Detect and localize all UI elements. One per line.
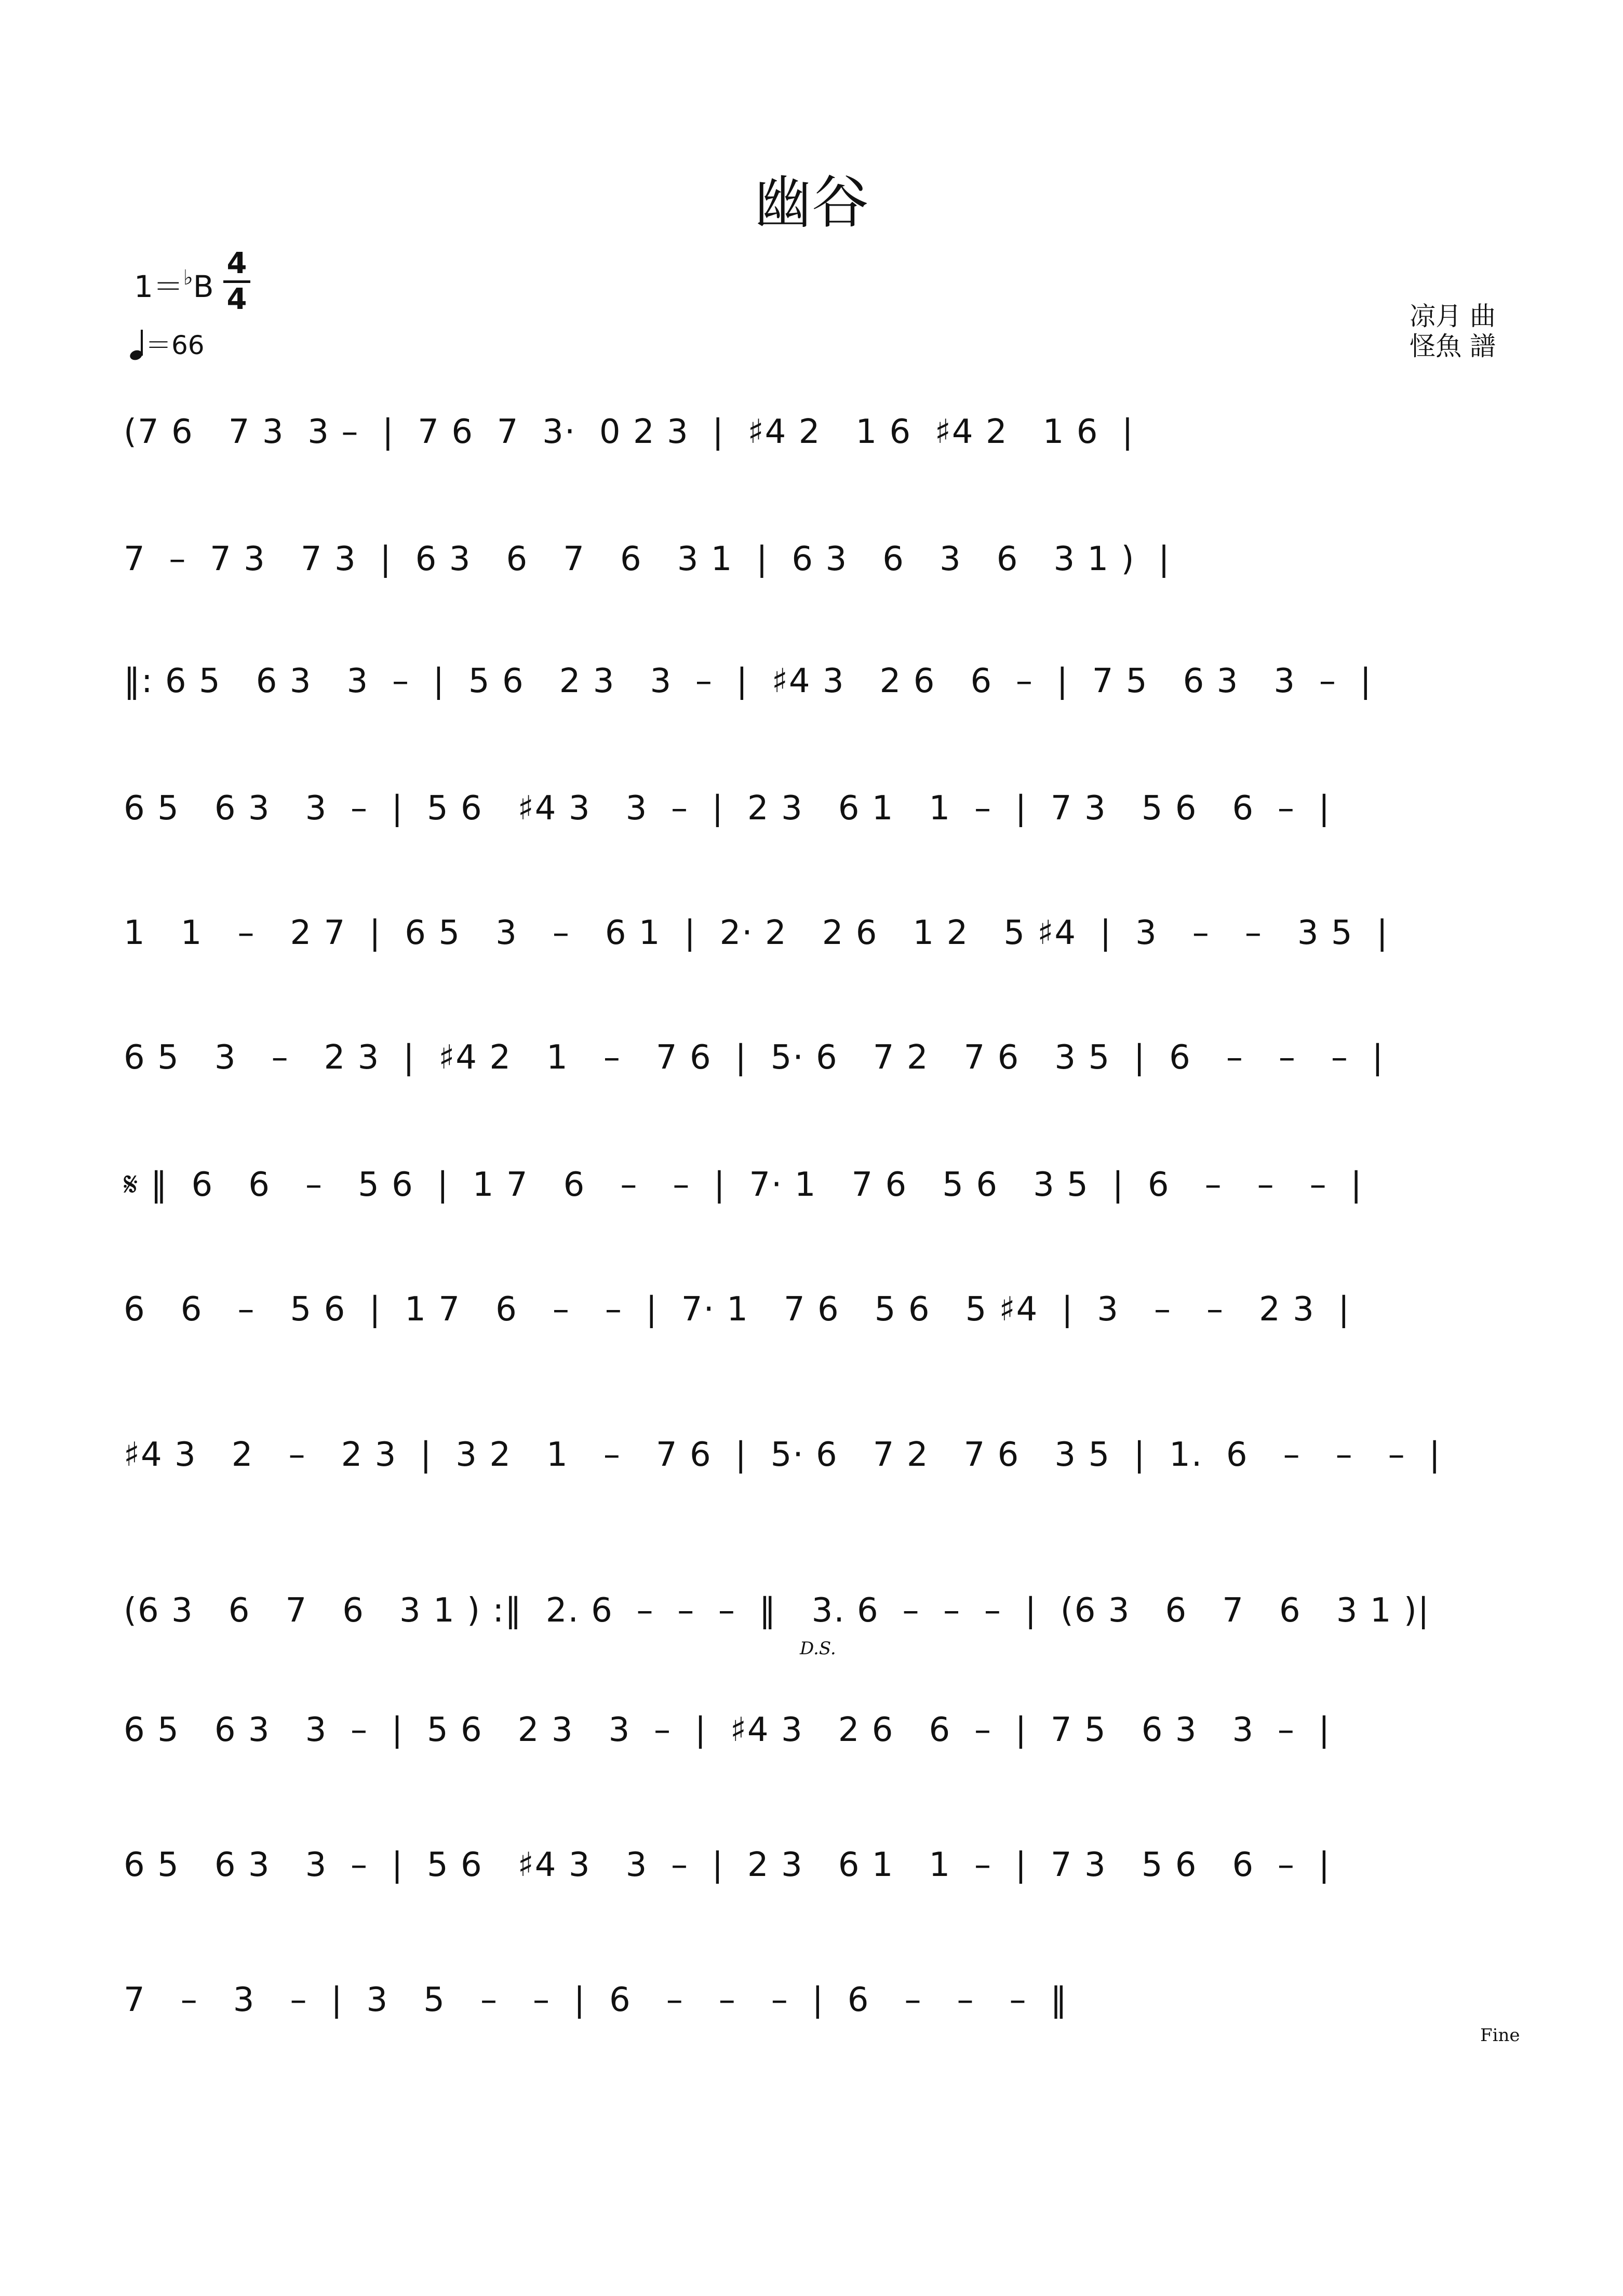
score-system-11 [124,1698,1505,1776]
tempo-mark [130,330,205,363]
notation-line: 6 5 6 3 3 – | 5 6 ♯4 3 3 – | 2 3 6 1 1 – | 7 3 5 6 6 – | [124,1846,1331,1884]
score-system-4 [124,776,1505,854]
dal-segno-mark: D.S. [800,1638,836,1659]
composer-credit: 凉月 曲 [1410,301,1496,331]
notation-line: (7 6 7 3 3 – | 7 6 7 3· 0 2 3 | ♯4 2 1 6 ♯4 2 1 6 | [124,413,1134,451]
score-system-3 [124,649,1505,727]
score-system-2 [124,527,1505,605]
notation-line: 6 5 3 – 2 3 | ♯4 2 1 – 7 6 | 5· 6 7 2 7 6 3 5 | 6 – – – | [124,1038,1385,1077]
key-prefix: 1＝ [134,269,183,304]
flat-sign: ♭ [183,266,193,290]
notation-line: 𝄋 ‖ 6 6 – 5 6 | 1 7 6 – – | 7· 1 7 6 5 6 3 5 | 6 – – – | [124,1166,1363,1204]
notation-line: 1 1 – 2 7 | 6 5 3 – 6 1 | 2· 2 2 6 1 2 5 ♯4 | 3 – – 3 5 | [124,914,1389,952]
notation-line: 6 5 6 3 3 – | 5 6 ♯4 3 3 – | 2 3 6 1 1 – | 7 3 5 6 6 – | [124,789,1331,828]
notation-line: (6 3 6 7 6 3 1 ) :‖ 2. 6 – – – ‖ 3. 6 – – – | (6 3 6 7 6 3 1 )| [124,1591,1430,1630]
score-system-9 [124,1423,1505,1501]
fine-mark: Fine [1480,2025,1520,2046]
key-note: B [193,269,214,304]
score-system-5 [124,901,1505,979]
key-signature [134,260,214,305]
tempo-value: ＝66 [145,330,205,360]
meter-bottom: 4 [226,282,247,316]
page-title: 幽谷 [754,169,869,236]
quarter-note-icon [130,332,145,363]
arranger-credit: 怪魚 譜 [1410,331,1496,361]
notation-line: ♯4 3 2 – 2 3 | 3 2 1 – 7 6 | 5· 6 7 2 7 6 3 5 | 1. 6 – – – | [124,1436,1441,1474]
score-system-8 [124,1277,1505,1355]
notation-line: 6 5 6 3 3 – | 5 6 2 3 3 – | ♯4 3 2 6 6 – | 7 5 6 3 3 – | [124,1711,1331,1749]
notation-line: ‖: 6 5 6 3 3 – | 5 6 2 3 3 – | ♯4 3 2 6 6 – | 7 5 6 3 3 – | [124,662,1373,700]
score-system-13 [124,1968,1505,2046]
notation-line: 6 6 – 5 6 | 1 7 6 – – | 7· 1 7 6 5 6 5 ♯4 | 3 – – 2 3 | [124,1290,1351,1329]
score-system-12 [124,1833,1505,1911]
credits [1410,301,1496,361]
time-signature [223,248,250,315]
score-system-7 [124,1153,1505,1231]
notation-line: 7 – 7 3 7 3 | 6 3 6 7 6 3 1 | 6 3 6 3 6 3 1 ) | [124,540,1171,578]
score-system-1 [124,400,1505,478]
notation-line: 7 – 3 – | 3 5 – – | 6 – – – | 6 – – – ‖ [124,1981,1068,2019]
score-system-6 [124,1025,1505,1103]
meter-top: 4 [226,247,247,280]
